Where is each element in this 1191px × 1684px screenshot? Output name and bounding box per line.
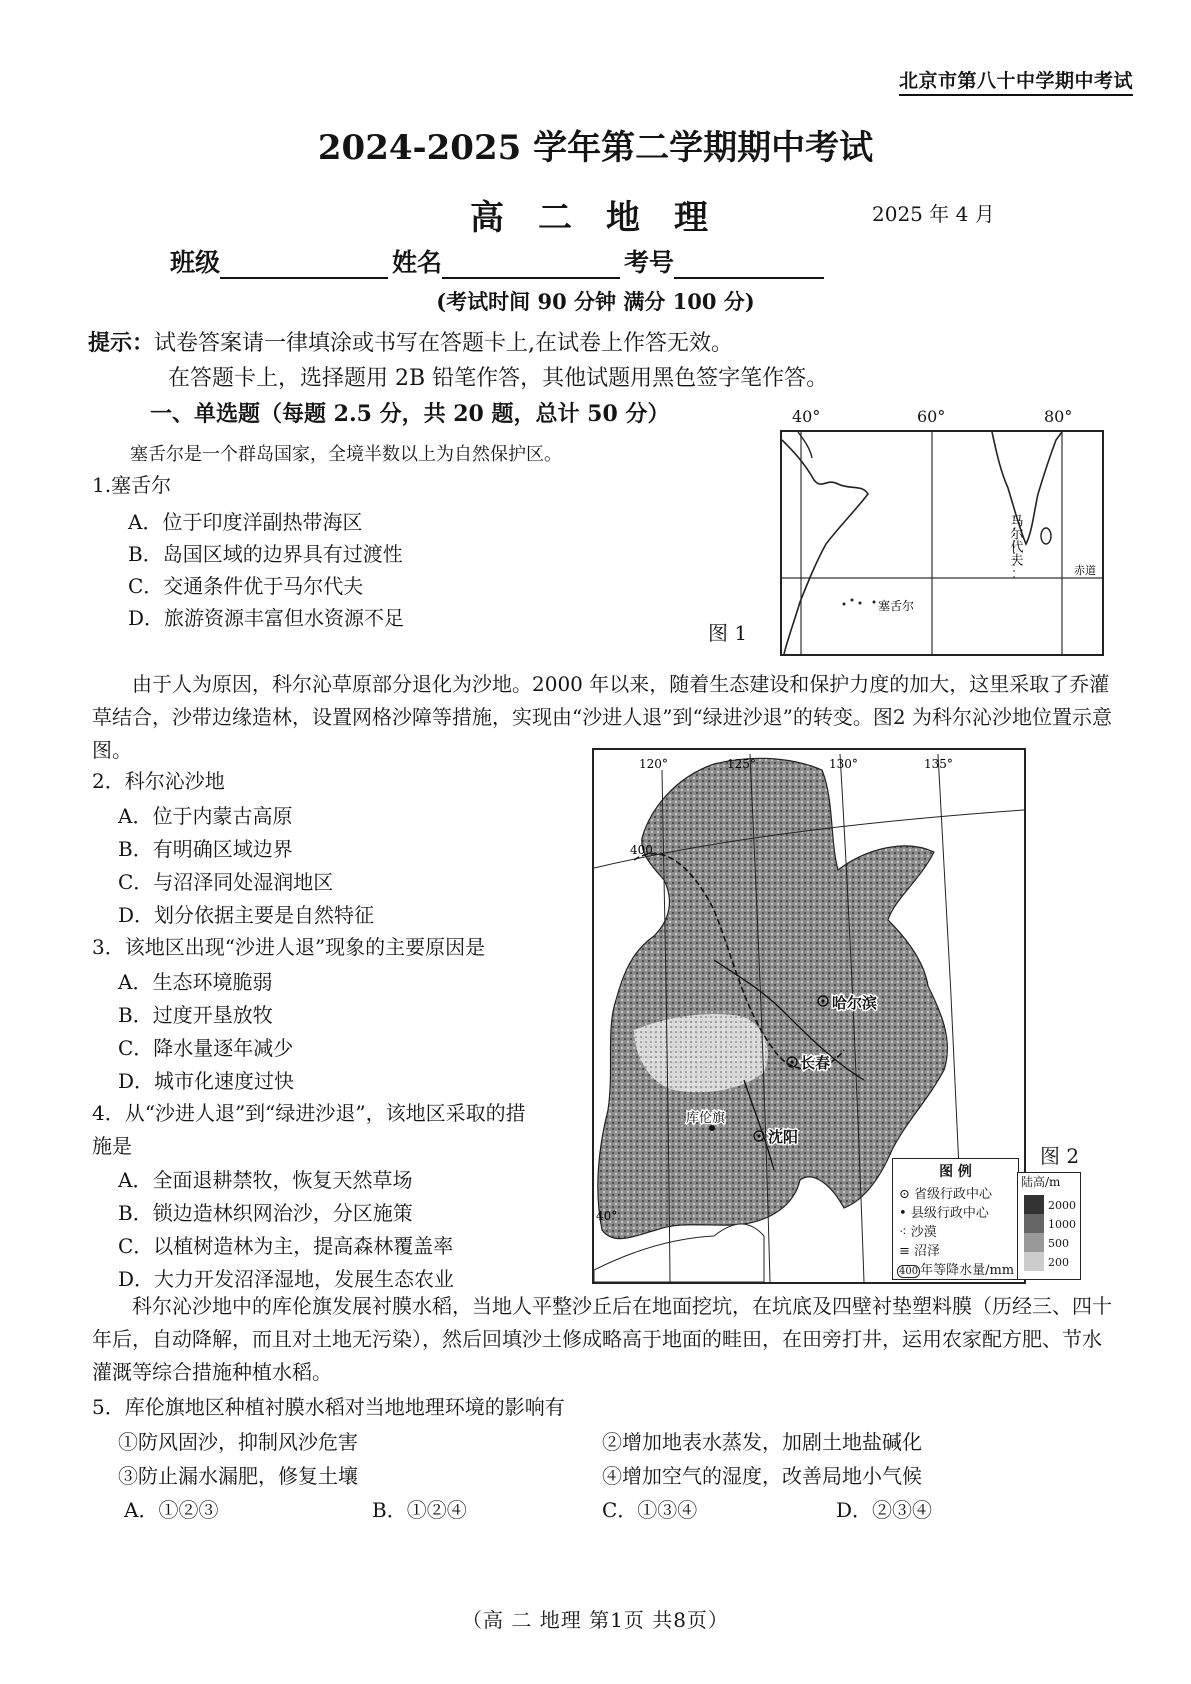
- elevation-swatch-200: [1024, 1252, 1044, 1271]
- q4-stem-line1: 4．从“沙进人退”到“绿进沙退”，该地区采取的措: [92, 1101, 526, 1125]
- tips-line1: 试卷答案请一律填涂或书写在答题卡上,在试卷上作答无效。: [154, 331, 734, 356]
- q3-option-b[interactable]: B．过度开垦放牧: [118, 1003, 273, 1027]
- legend-elevation-title: 陆高/m: [1021, 1175, 1061, 1189]
- subject-title: 高二地理: [470, 198, 742, 238]
- fig1-equator-label: 赤道: [1074, 564, 1096, 577]
- q5-stem: 5．库伦旗地区种植衬膜水稻对当地地理环境的影响有: [92, 1395, 565, 1419]
- elevation-label-500: 500: [1048, 1237, 1069, 1250]
- fig2-kulun-label: 库伦旗: [686, 1111, 726, 1126]
- county-center-icon: •: [899, 1206, 911, 1221]
- q1-stem: 1.塞舌尔: [92, 473, 172, 497]
- q4-option-a[interactable]: A．全面退耕禁牧，恢复天然草场: [118, 1168, 413, 1192]
- q5-option-d[interactable]: D．②③④: [836, 1498, 933, 1522]
- q4-option-c[interactable]: C．以植树造林为主，提高森林覆盖率: [118, 1234, 454, 1258]
- fig2-isohyet-400: 400: [630, 843, 653, 857]
- passage-2: 由于人为原因，科尔沁草原部分退化为沙地。2000 年以来，随着生态建设和保护力度的加大，这里采取了乔灌草结合，沙带边缘造林，设置网格沙障等措施，实现由“沙进人退”到“绿进沙退”的转变。图2 为科尔沁沙地位置示意图。: [92, 672, 1112, 762]
- fig1-maldives-label: 马尔代夫: [1007, 514, 1023, 566]
- elevation-label-200: 200: [1048, 1256, 1069, 1269]
- fig2-changchun-label: 长春: [800, 1054, 831, 1072]
- fig2-legend-left: [892, 1158, 1019, 1280]
- fig2-lon-135: 135°: [924, 757, 953, 771]
- q5-option-c[interactable]: C．①③④: [602, 1498, 698, 1522]
- name-blank[interactable]: [442, 251, 620, 279]
- q3-option-d[interactable]: D．城市化速度过快: [118, 1069, 295, 1093]
- elevation-label-2000: 2000: [1048, 1199, 1076, 1212]
- q4-option-d[interactable]: D．大力开发沼泽湿地，发展生态农业: [118, 1267, 455, 1291]
- fig1-lon-80: 80°: [1044, 407, 1073, 426]
- q5-statement-1: ①防风固沙，抑制风沙危害: [118, 1430, 358, 1454]
- fig1-map: [780, 430, 1104, 656]
- q3-stem: 3．该地区出现“沙进人退”现象的主要原因是: [92, 935, 486, 959]
- exam-title: 2024-2025 学年第二学期期中考试: [317, 128, 874, 168]
- elevation-swatch-2000: [1024, 1195, 1044, 1214]
- q2-option-b[interactable]: B．有明确区域边界: [118, 837, 293, 861]
- desert-icon: ⁖: [899, 1225, 911, 1240]
- fig2-harbin-label: 哈尔滨: [832, 994, 878, 1012]
- legend-isohyet: 400 年等降水量/mm: [899, 1263, 1015, 1278]
- legend-swamp: ≡ 沼泽: [899, 1244, 941, 1259]
- provincial-center-icon: ⊙: [899, 1187, 915, 1202]
- q5-statement-3: ③防止漏水漏肥，修复土壤: [118, 1464, 358, 1488]
- q2-option-a[interactable]: A．位于内蒙古高原: [118, 804, 293, 828]
- q2-option-d[interactable]: D．划分依据主要是自然特征: [118, 903, 375, 927]
- q1-option-a[interactable]: A．位于印度洋副热带海区: [128, 510, 363, 534]
- section-heading: 一、单选题（每题 2.5 分，共 20 题，总计 50 分）: [150, 401, 670, 427]
- q4-option-b[interactable]: B．锁边造林织网治沙，分区施策: [118, 1201, 413, 1225]
- fig2-legend-elevation: [1017, 1172, 1081, 1280]
- elevation-swatch-500: [1024, 1233, 1044, 1252]
- class-blank[interactable]: [220, 251, 388, 279]
- exam-date: 2025 年 4 月: [872, 202, 995, 226]
- legend-county: • 县级行政中心: [899, 1206, 989, 1221]
- tips-label: 提示：: [88, 330, 155, 356]
- elevation-label-1000: 1000: [1048, 1218, 1076, 1231]
- q5-statement-2: ②增加地表水蒸发，加剧土地盐碱化: [602, 1430, 922, 1454]
- passage-5: 科尔沁沙地中的库伦旗发展衬膜水稻，当地人平整沙丘后在地面挖坑，在坑底及四壁衬垫塑料膜（历经三、四十年后，自动降解，而且对土地无污染），然后回填沙土修成略高于地面的畦田，在田旁打井，运用农家配方肥、节水灌溉等综合措施种植水稻。: [92, 1294, 1112, 1384]
- id-blank[interactable]: [674, 251, 824, 279]
- class-label: 班级: [170, 248, 221, 277]
- fig1-lon-60: 60°: [917, 407, 946, 426]
- q1-option-d[interactable]: D．旅游资源丰富但水资源不足: [128, 606, 405, 630]
- legend-desert: ⁖ 沙漠: [899, 1225, 937, 1240]
- q1-option-b[interactable]: B．岛国区域的边界具有过渡性: [128, 542, 403, 566]
- fig1-caption: 图 1: [708, 621, 748, 645]
- fig2-lon-125: 125°: [727, 757, 756, 771]
- fig1-lon-40: 40°: [792, 407, 821, 426]
- id-label: 考号: [624, 248, 675, 277]
- q3-option-c[interactable]: C．降水量逐年减少: [118, 1036, 294, 1060]
- fig2-lon-120: 120°: [639, 757, 668, 771]
- swamp-icon: ≡: [899, 1244, 915, 1259]
- exam-meta: (考试时间 90 分钟 满分 100 分): [436, 289, 755, 314]
- fig2-caption: 图 2: [1040, 1144, 1080, 1168]
- q2-stem: 2．科尔沁沙地: [92, 769, 225, 793]
- q5-statement-4: ④增加空气的湿度，改善局地小气候: [602, 1464, 922, 1488]
- page-footer: （高 二 地理 第1页 共8页）: [462, 1608, 729, 1632]
- legend-provincial: ⊙ 省级行政中心: [899, 1187, 993, 1202]
- q5-option-a[interactable]: A．①②③: [124, 1498, 219, 1522]
- name-label: 姓名: [392, 248, 443, 277]
- fig2-lat-40: 40°: [596, 1209, 618, 1223]
- school-header-tag: 北京市第八十中学期中考试: [899, 66, 1133, 96]
- fig1-seychelles-label: 塞舌尔: [878, 599, 915, 613]
- q3-option-a[interactable]: A．生态环境脆弱: [118, 970, 273, 994]
- elevation-swatch-1000: [1024, 1214, 1044, 1233]
- fig2-shenyang-label: 沈阳: [768, 1128, 799, 1146]
- student-info-row: [170, 243, 828, 279]
- q4-stem-line2: 施是: [92, 1134, 132, 1158]
- tips-block: [88, 326, 828, 396]
- q2-option-c[interactable]: C．与沼泽同处湿润地区: [118, 870, 334, 894]
- q1-option-c[interactable]: C．交通条件优于马尔代夫: [128, 574, 364, 598]
- q5-option-b[interactable]: B．①②④: [372, 1498, 467, 1522]
- legend-title: 图 例: [939, 1164, 972, 1180]
- tips-line2: 在答题卡上，选择题用 2B 铅笔作答，其他试题用黑色签字笔作答。: [168, 366, 829, 391]
- intro-text: 塞舌尔是一个群岛国家，全境半数以上为自然保护区。: [130, 444, 562, 465]
- fig2-lon-130: 130°: [829, 757, 858, 771]
